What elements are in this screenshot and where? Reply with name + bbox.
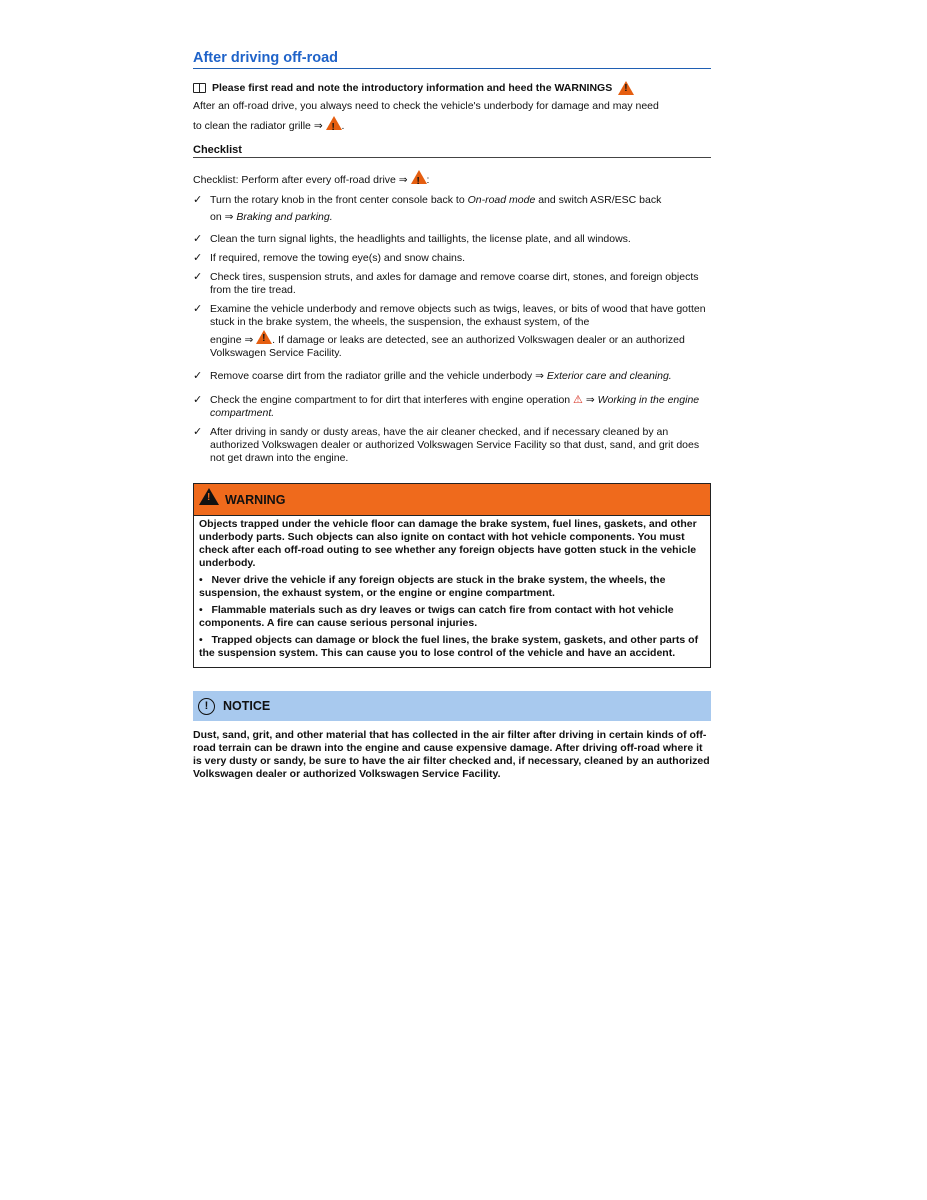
checkmark-icon: ✓ [193, 271, 203, 283]
checkmark-icon: ✓ [193, 233, 203, 245]
item-text: ⇒ [582, 394, 598, 406]
item-text: on ⇒ [210, 211, 237, 223]
list-item [193, 233, 711, 246]
checkmark-icon: ✓ [193, 370, 203, 382]
item-text: engine ⇒ [210, 334, 254, 346]
warning-box [193, 483, 711, 668]
item-text: . If damage or leaks are detected, see an authorized Volkswagen dealer or an authorized Volkswagen Service Facility. [210, 334, 685, 359]
item-text: Turn the rotary knob in the front center console back to [210, 194, 468, 206]
list-item [193, 370, 711, 383]
checklist-lead [193, 170, 711, 190]
warning-triangle-icon[interactable] [256, 330, 272, 344]
checkmark-icon: ✓ [193, 303, 203, 315]
list-item [193, 394, 711, 420]
checklist-lead-text: Checklist: Perform after every off-road drive ⇒ [193, 174, 408, 186]
item-text: Check the engine compartment to for dirt that interferes with engine operation [210, 394, 574, 406]
list-item [193, 194, 711, 227]
checklist-heading: Checklist [193, 144, 711, 158]
warning-label: WARNING [225, 492, 286, 507]
warning-bullet-text: Flammable materials such as dry leaves or twigs can catch fire from contact with hot vehicle components. A fire can cause serious personal injuries. [199, 604, 674, 629]
warning-triangle-icon[interactable] [618, 81, 634, 95]
item-text: Examine the vehicle underbody and remove objects such as twigs, leaves, or bits of wood that have gotten stuck in the brake system, the wheels, the suspension, the exhaust system, of the [210, 303, 706, 328]
checkmark-icon: ✓ [193, 426, 203, 438]
intro-heading-text: Please first read and note the introductory information and heed the WARNINGS [212, 82, 613, 94]
braking-parking-link[interactable]: Braking and parking. [236, 211, 333, 223]
warning-bullet [199, 604, 705, 630]
checkmark-icon: ✓ [193, 252, 203, 264]
warning-bullet [199, 634, 705, 660]
notice-label: NOTICE [223, 699, 271, 713]
book-icon [193, 83, 206, 93]
exclamation-circle-icon: ! [198, 698, 215, 715]
warning-bullet [199, 574, 705, 600]
intro-heading [193, 81, 711, 95]
checkmark-icon: ✓ [193, 194, 203, 206]
notice-box [193, 691, 711, 781]
intro-text-b: to clean the radiator grille ⇒ [193, 120, 323, 132]
intro-text-a: After an off-road drive, you always need to check the vehicle's underbody for damage and may need [193, 100, 659, 112]
checklist-lead-end: : [426, 174, 430, 186]
intro-text-end: . [341, 120, 345, 132]
warning-triangle-icon [199, 488, 219, 505]
list-item [193, 303, 711, 360]
bullet-icon: • [199, 574, 212, 586]
checkmark-icon: ✓ [193, 394, 203, 406]
item-text: Remove coarse dirt from the radiator grille and the vehicle underbody ⇒ [210, 370, 547, 382]
warning-triangle-icon[interactable] [411, 170, 427, 184]
intro-text [193, 97, 711, 136]
item-text: and switch ASR/ESC back [535, 194, 662, 206]
warning-bullet-text: Trapped objects can damage or block the fuel lines, the brake system, gaskets, and other parts of the suspension system. This can cause you to lose control of the vehicle and have an accident. [199, 634, 699, 659]
warning-body [194, 516, 710, 667]
warning-header [194, 484, 710, 516]
on-road-mode-term: On-road mode [467, 194, 536, 206]
bullet-icon: • [199, 604, 212, 616]
warning-lead: Objects trapped under the vehicle floor can damage the brake system, fuel lines, gaskets, and other underbody parts. Such objects can also ignite on contact with hot vehicle components. You must check after each off-road outing to see whether any foreign objects have gotten stuck in the vehicle underbody. [199, 518, 697, 569]
notice-header [193, 691, 711, 721]
warning-bullet-text: Never drive the vehicle if any foreign objects are stuck in the brake system, the wheels, the suspension, the exhaust system, or the engine or engine compartment. [199, 574, 666, 599]
list-item [193, 426, 711, 465]
page-title: After driving off-road [193, 50, 711, 69]
notice-text: Dust, sand, grit, and other material that has collected in the air filter after driving in certain kinds of off-road terrain can be drawn into the engine and cause expensive damage. After driving off-road where it is very dusty or sandy, be sure to have the air filter checked and, if necessary, cleaned by an authorized Volkswagen dealer or authorized Volkswagen Service Facility. [193, 729, 710, 780]
checklist [193, 194, 711, 465]
item-text: Check tires, suspension struts, and axles for damage and remove coarse dirt, stones, and foreign objects from the tire tread. [210, 271, 699, 296]
engine-compartment-link[interactable]: Working in the engine compartment. [210, 394, 700, 419]
item-text: If required, remove the towing eye(s) and snow chains. [210, 252, 466, 264]
list-item [193, 271, 711, 297]
item-text: After driving in sandy or dusty areas, have the air cleaner checked, and if necessary cleaned by an authorized Volkswagen dealer or authorized Volkswagen Service Facility so that dust, sand, and grit does not get drawn into the engine. [210, 426, 700, 464]
bullet-icon: • [199, 634, 212, 646]
exterior-care-link[interactable]: Exterior care and cleaning. [546, 370, 672, 382]
list-item [193, 252, 711, 265]
page [193, 50, 711, 781]
warning-triangle-icon[interactable]: ⚠ [573, 394, 583, 406]
warning-triangle-icon[interactable] [326, 116, 342, 130]
item-text: Clean the turn signal lights, the headlights and taillights, the license plate, and all windows. [210, 233, 631, 245]
